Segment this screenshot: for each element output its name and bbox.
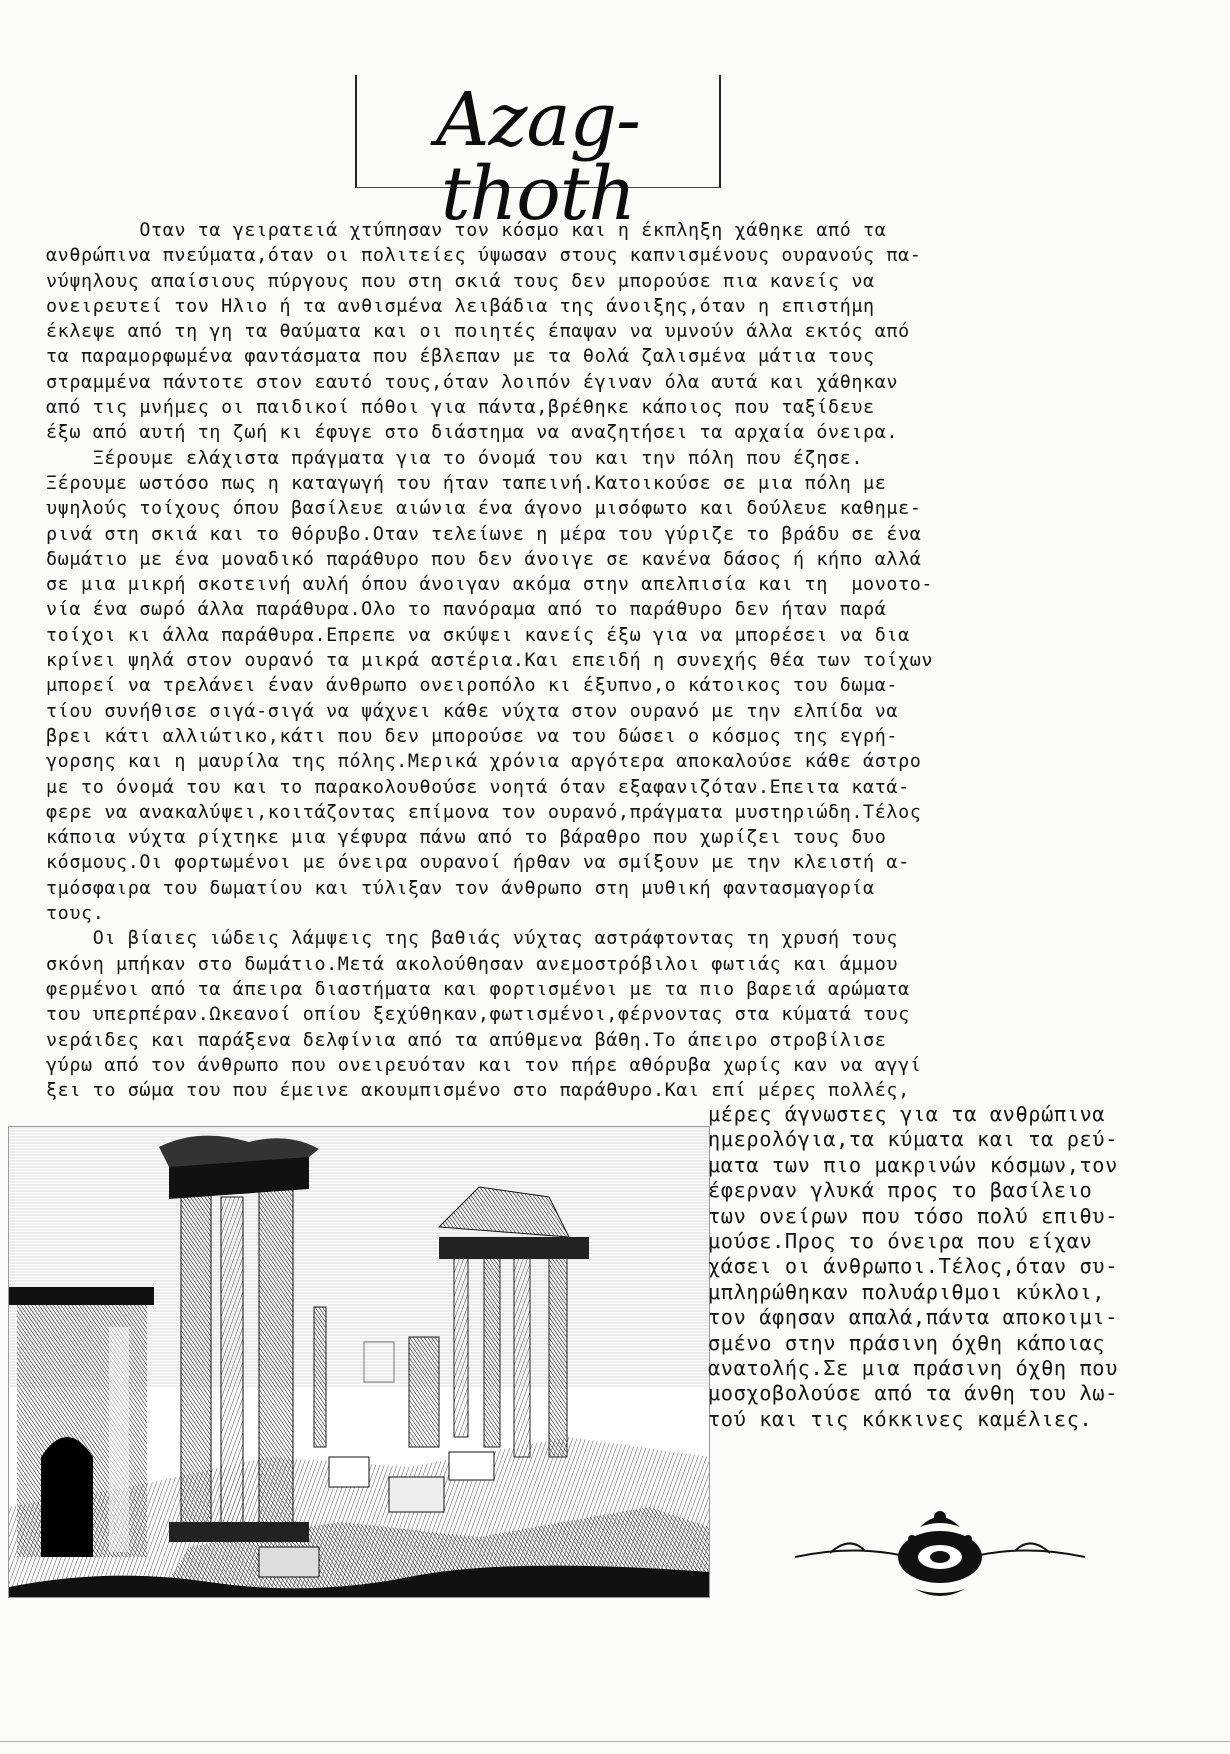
text-line: του υπερπέραν.Ωκεανοί οπίου ξεχύθηκαν,φωτισμένοι,φέρνοντας στα κύματά τους <box>46 1004 910 1026</box>
text-line: Οι βίαιες ιώδεις λάμψεις της βαθιάς νύχτας αστράφτοντας τη χρυσή τους <box>46 928 899 950</box>
text-line: μπληρώθηκαν πολυάριθμοι κύκλοι, <box>708 1279 1106 1304</box>
text-line: τον άφησαν απαλά,πάντα αποκοιμι- <box>708 1305 1118 1330</box>
text-line: σε μια μικρή σκοτεινή αυλή όπου άνοιγαν ακόμα στην απελπισία και τη μονοτο- <box>46 574 934 596</box>
text-line: γύρω από τον άνθρωπο που ονειρευόταν και τον πήρε αθόρυβα χωρίς καν να αγγί <box>46 1054 922 1076</box>
text-line: τμόσφαιρα του δωματίου και τύλιξαν τον άνθρωπο στη μυθική φαντασμαγορία <box>46 877 875 899</box>
text-line: Ξέρουμε ελάχιστα πράγματα για το όνομά του και την πόλη που έζησε. <box>46 447 864 469</box>
text-line: έφερναν γλυκά προς το βασίλειο <box>708 1178 1093 1203</box>
text-line: μέρες άγνωστες για τα ανθρώπινα <box>708 1102 1106 1126</box>
text-line: των ονείρων που τόσο πολύ επιθυ- <box>708 1203 1118 1228</box>
text-line: τού και τις κόκκινες καμέλιες. <box>708 1406 1093 1431</box>
text-line: Ξέρουμε ωστόσο πως η καταγωγή του ήταν ταπεινή.Κατοικούσε σε μια πόλη με <box>46 472 887 494</box>
main-text <box>46 218 1196 1103</box>
text-line: τίου συνήθισε σιγά-σιγά να ψάχνει κάθε νύχτα στον ουρανό με την ελπίδα να <box>46 700 899 722</box>
text-line: έκλεψε από τη γη τα θαύματα και οι ποιητές έπαψαν να υμνούν άλλα εκτός από <box>46 321 910 343</box>
text-line: δωμάτιο με ένα μοναδικό παράθυρο που δεν άνοιγε σε κανένα δάσος ή κήπο αλλά <box>46 548 922 570</box>
text-line: μπορεί να τρελάνει έναν άνθρωπο ονειροπόλο κι έξυπνο,ο κάτοικος του δωμα- <box>46 675 899 697</box>
text-line: χάσει οι άνθρωποι.Τέλος,όταν συ- <box>708 1254 1118 1279</box>
text-line: νύψηλους απαίσιους πύργους που στη σκιά τους δεν μπορούσε πια κανείς να <box>46 270 875 292</box>
text-line: τους. <box>46 903 105 925</box>
text-line: ημερολόγια,τα κύματα και τα ρεύ- <box>708 1127 1118 1152</box>
text-line: νεράιδες και παράξενα δελφίνια από τα απύθμενα βάθη.Το άπειρο στροβίλισε <box>46 1029 887 1051</box>
text-line: φερμένοι από τα άπειρα διαστήματα και φορτισμένοι με τα πιο βαρειά αρώματα <box>46 978 910 1000</box>
text-line: ξει το σώμα του που έμεινε ακουμπισμένο στο παράθυρο.Και επί μέρες πολλές, <box>46 1080 910 1102</box>
text-line: κρίνει ψηλά στον ουρανό τα μικρά αστέρια.Και επειδή η συνεχής θέα των τοίχων <box>46 650 934 672</box>
text-line: υψηλούς τοίχους όπου βασίλευε αιώνια ένα άγονο μισόφωτο και δούλευε καθημε- <box>46 498 922 520</box>
text-line: μούσε.Προς το όνειρα που είχαν <box>708 1228 1093 1253</box>
text-line: σκόνη μπήκαν στο δωμάτιο.Μετά ακολούθησαν ανεμοστρόβιλοι φωτιάς και άμμου <box>46 953 899 975</box>
text-line: νία ένα σωρό άλλα παράθυρα.Ολο το πανόραμα από το παράθυρο δεν ήταν παρά <box>46 599 887 621</box>
page-bottom-rule <box>0 1741 1230 1742</box>
text-line: με το όνομά του και το παρακολουθούσε νοητά όταν εξαφανιζόταν.Επειτα κατά- <box>46 776 910 798</box>
ruins-engraving-illustration <box>8 1126 710 1598</box>
text-line: σμένο στην πράσινη όχθη κάποιας <box>708 1330 1106 1355</box>
text-line: κάποια νύχτα ρίχτηκε μια γέφυρα πάνω από το βάραθρο που χωρίζει τους δυο <box>46 827 887 849</box>
text-line: ανατολής.Σε μια πράσινη όχθη που <box>708 1355 1118 1380</box>
text-line: ματα των πιο μακρινών κόσμων,τον <box>708 1152 1118 1177</box>
text-line: τοίχοι κι άλλα παράθυρα.Επρεπε να σκύψει κανείς έξω για να μπορέσει να δια <box>46 624 910 646</box>
ruins-engraving-icon <box>9 1127 709 1597</box>
text-line: ονειρευτεί τον Ηλιο ή τα ανθισμένα λειβάδια της άνοιξης,όταν η επιστήμη <box>46 295 875 317</box>
text-line: βρει κάτι αλλιώτικο,κάτι που δεν μπορούσε να του δώσει ο κόσμος της εγρή- <box>46 725 899 747</box>
text-line: από τις μνήμες οι παιδικοί πόθοι για πάντα,βρέθηκε κάποιος που ταξίδευε <box>46 397 875 419</box>
text-line: έξω από αυτή τη ζωή κι έφυγε στο διάστημα να αναζητήσει τα αρχαία όνειρα. <box>46 422 899 444</box>
title-frame <box>355 75 721 237</box>
text-line: φερε να ανακαλύψει,κοιτάζοντας επίμονα τον ουρανό,πράγματα μυστηριώδη.Τέλος <box>46 801 922 823</box>
page-title: Azag-thoth <box>436 77 640 237</box>
text-line: ρινά στη σκιά και το θόρυβο.Οταν τελείωνε η μέρα του γύριζε το βράδυ σε ένα <box>46 523 922 545</box>
ornament-icon <box>790 1505 1090 1605</box>
text-line: μοσχοβολούσε από τα άνθη του λω- <box>708 1381 1118 1406</box>
text-line: κόσμους.Οι φορτωμένοι με όνειρα ουρανοί ήρθαν να σμίξουν με την κλειστή α- <box>46 852 910 874</box>
text-line: γορσης και η μαυρίλα της πόλης.Μερικά χρόνια αργότερα αποκαλούσε κάθε άστρο <box>46 751 922 773</box>
text-line: ανθρώπινα πνεύματα,όταν οι πολιτείες ύψωσαν στους καπνισμένους ουρανούς πα- <box>46 245 922 267</box>
text-line: Οταν τα γειρατειά χτύπησαν τον κόσμο και η έκπληξη χάθηκε από τα <box>46 220 887 241</box>
text-line: στραμμένα πάντοτε στον εαυτό τους,όταν λοιπόν έγιναν όλα αυτά και χάθηκαν <box>46 371 899 393</box>
side-text-column <box>708 1102 1208 1432</box>
text-line: τα παραμορφωμένα φαντάσματα που έβλεπαν με τα θολά ζαλισμένα μάτια τους <box>46 346 875 368</box>
